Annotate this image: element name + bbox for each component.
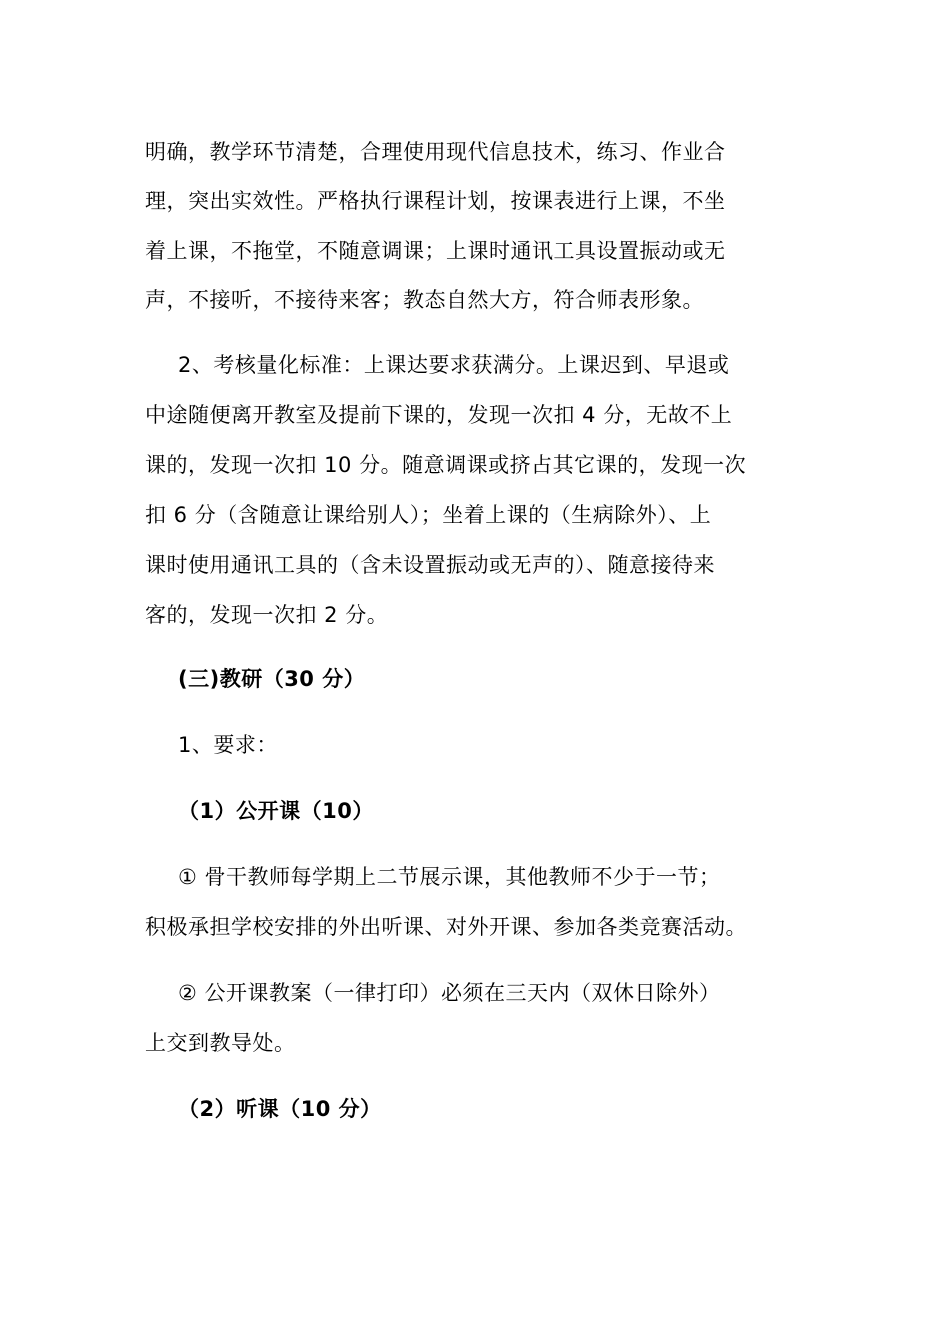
- paragraph-1-line-2: 理，突出实效性。严格执行课程计划，按课表进行上课，不坐: [145, 189, 726, 213]
- paragraph-2-line-6: 客的，发现一次扣 2 分。: [145, 603, 389, 627]
- paragraph-2-line-4: 扣 6 分（含随意让课给别人）；坐着上课的（生病除外）、上: [145, 503, 712, 527]
- section-heading-teaching-research: (三)教研（30 分）: [178, 667, 366, 691]
- subheading-lesson-observation: （2）听课（10 分）: [178, 1097, 382, 1121]
- requirements-label: 1、要求：: [178, 733, 278, 757]
- paragraph-2-line-2: 中途随便离开教室及提前下课的，发现一次扣 4 分，无故不上: [145, 403, 733, 427]
- subheading-open-class: （1）公开课（10）: [178, 799, 374, 823]
- paragraph-1-line-3: 着上课，不拖堂，不随意调课；上课时通讯工具设置振动或无: [145, 239, 726, 263]
- paragraph-1-line-4: 声，不接听，不接待来客；教态自然大方，符合师表形象。: [145, 288, 704, 312]
- paragraph-2-line-1: 2、考核量化标准：上课达要求获满分。上课迟到、早退或: [178, 353, 730, 377]
- paragraph-2-line-5: 课时使用通讯工具的（含未设置振动或无声的）、随意接待来: [145, 553, 715, 577]
- paragraph-3-line-1: ① 骨干教师每学期上二节展示课，其他教师不少于一节；: [178, 865, 721, 889]
- paragraph-3-line-2: 积极承担学校安排的外出听课、对外开课、参加各类竞赛活动。: [145, 915, 747, 939]
- paragraph-1-line-1: 明确，教学环节清楚，合理使用现代信息技术，练习、作业合: [145, 140, 726, 164]
- paragraph-4-line-1: ② 公开课教案（一律打印）必须在三天内（双休日除外）: [178, 981, 721, 1005]
- paragraph-2-line-3: 课的，发现一次扣 10 分。随意调课或挤占其它课的，发现一次: [145, 453, 747, 477]
- paragraph-4-line-2: 上交到教导处。: [145, 1031, 296, 1055]
